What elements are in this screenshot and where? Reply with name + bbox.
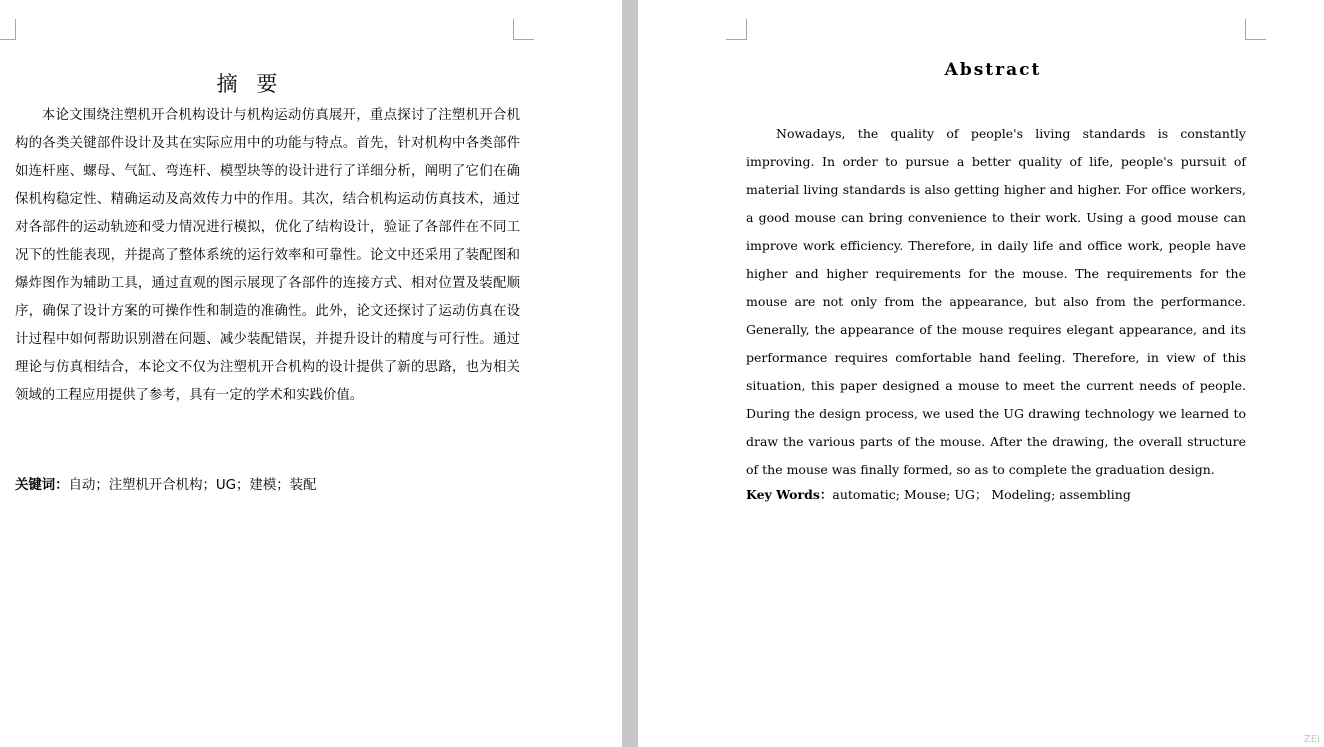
english-keywords-value: automatic; Mouse; UG； Modeling; assembling (832, 487, 1131, 502)
crop-mark-top-right (513, 19, 534, 40)
english-keywords (746, 482, 1286, 508)
english-abstract-title: Abstract (944, 60, 1042, 80)
chinese-abstract-body: 本论文围绕注塑机开合机构设计与机构运动仿真展开，重点探讨了注塑机开合机构的各类关键部件设计及其在实际应用中的功能与特点。首先，针对机构中各类部件如连杆座、螺母、气缸、弯连杆、模型块等的设计进行了详细分析，阐明了它们在确保机构稳定性、精确运动及高效传力中的作用。其次，结合机构运动仿真技术，通过对各部件的运动轨迹和受力情况进行模拟，优化了结构设计，验证了各部件在不同工况下的性能表现，并提高了整体系统的运行效率和可靠性。论文中还采用了装配图和爆炸图作为辅助工具，通过直观的图示展现了各部件的连接方式、相对位置及装配顺序，确保了设计方案的可操作性和制造的准确性。此外，论文还探讨了运动仿真在设计过程中如何帮助识别潜在问题、减少装配错误，并提升设计的精度与可行性。通过理论与仿真相结合，本论文不仅为注塑机开合机构的设计提供了新的思路，也为相关领域的工程应用提供了参考，具有一定的学术和实践价值。 (15, 108, 520, 403)
chinese-keywords (15, 473, 575, 499)
english-keywords-label: Key Words： (746, 487, 833, 502)
chinese-keywords-label: 关键词： (15, 478, 69, 493)
chinese-abstract-title: 摘 要 (216, 72, 284, 96)
crop-mark-top-left (0, 19, 16, 40)
english-abstract-page (638, 0, 1324, 747)
crop-mark-top-right (1245, 19, 1266, 40)
chinese-abstract-page (0, 0, 622, 747)
corner-watermark: ZEI (1303, 734, 1320, 745)
page-gap (622, 0, 638, 747)
chinese-keywords-value: 自动；注塑机开合机构；UG；建模；装配 (68, 478, 317, 493)
crop-mark-top-left (726, 19, 747, 40)
english-abstract-body: Nowadays, the quality of people's living standards is constantly improving. In order to pursue a better quality of life, people's pursuit of material living standards is also getting higher and higher. For office workers, a good mouse can bring convenience to their work. Using a good mouse can improve work efficiency. Therefore, in daily life and office work, people have higher and higher requirements for the mouse. The requirements for the mouse are not only from the appearance, but also from the performance. Generally, the appearance of the mouse requires elegant appearance, and its performance requires comfortable hand feeling. Therefore, in view of this situation, this paper designed a mouse to meet the current needs of people. During the design process, we used the UG drawing technology we learned to draw the various parts of the mouse. After the drawing, the overall structure of the mouse was finally formed, so as to complete the graduation design. (746, 126, 1246, 477)
